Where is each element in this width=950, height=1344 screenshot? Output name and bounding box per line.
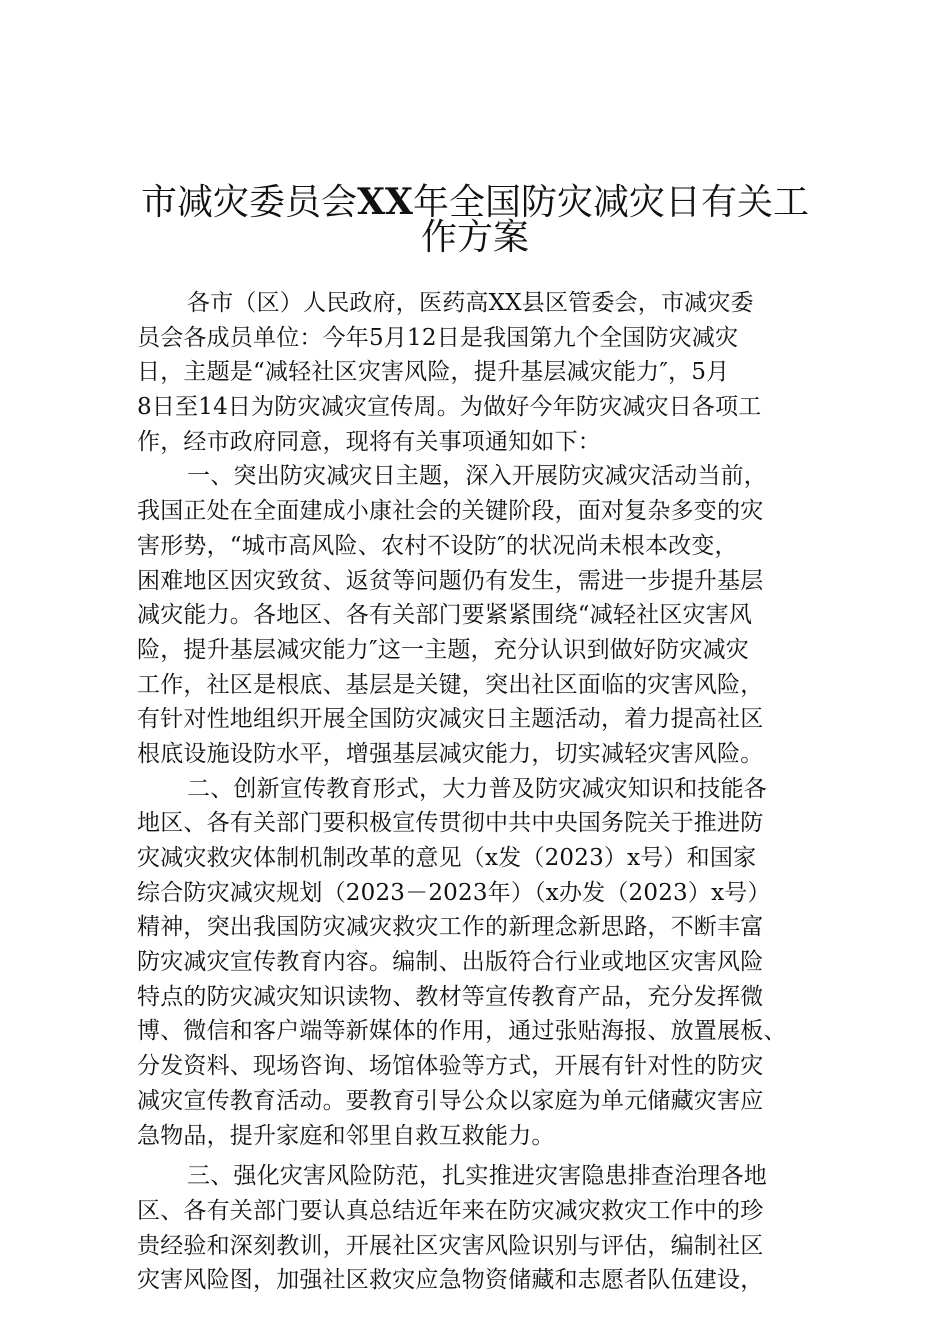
text-line: 地区、各有关部门要积极宣传贯彻中共中央国务院关于推进防 <box>137 810 764 837</box>
text-line: 各市（区）人民政府，医药高XX县区管委会，市减灾委 <box>187 290 754 316</box>
text-line: 灾减灾救灾体制机制改革的意见（x发（2023）x号）和国家 <box>137 845 757 871</box>
text-line: 特点的防灾减灾知识读物、教材等宣传教育产品，充分发挥微 <box>137 983 764 1010</box>
text-line: 工作，社区是根底、基层是关键，突出社区面临的灾害风险， <box>137 671 764 698</box>
text-line: 日，主题是“减轻社区灾害风险，提升基层减灾能力″，5月 <box>137 359 730 386</box>
text-line: 二、创新宣传教育形式，大力普及防灾减灾知识和技能各 <box>187 775 767 802</box>
paragraph-section-3 <box>137 1159 827 1298</box>
text-line: 综合防灾减灾规划（2023－2023年）（x办发（2023）x号） <box>137 879 771 906</box>
title-suffix: 年全国防灾减灾日有关工 <box>412 182 809 223</box>
text-line: 三、强化灾害风险防范，扎实推进灾害隐患排查治理各地 <box>187 1163 767 1190</box>
title-prefix: 市减灾委员会 <box>141 182 358 223</box>
text-line: 灾害风险图，加强社区救灾应急物资储藏和志愿者队伍建设， <box>137 1267 764 1294</box>
title-bold-xx: XX <box>357 181 413 223</box>
document-title-line-2: 作方案 <box>420 217 529 258</box>
text-line: 一、突出防灾减灾日主题，深入开展防灾减灾活动当前， <box>187 463 767 490</box>
text-line: 害形势，“城市高风险、农村不设防″的状况尚未根本改变， <box>137 532 738 559</box>
text-line: 减灾能力。各地区、各有关部门要紧紧围绕“减轻社区灾害风 <box>137 602 753 629</box>
paragraph-section-2 <box>137 772 827 1154</box>
document-body <box>137 286 827 1298</box>
text-line: 困难地区因灾致贫、返贫等问题仍有发生，需进一步提升基层 <box>137 567 764 594</box>
paragraph-section-1 <box>137 459 827 771</box>
text-line: 贵经验和深刻教训，开展社区灾害风险识别与评估，编制社区 <box>137 1232 764 1259</box>
paragraph-intro <box>137 286 827 459</box>
text-line: 区、各有关部门要认真总结近年来在防灾减灾救灾工作中的珍 <box>137 1197 764 1224</box>
text-line: 博、微信和客户端等新媒体的作用，通过张贴海报、放置展板、 <box>137 1018 787 1045</box>
text-line: 急物品，提升家庭和邻里自救互救能力。 <box>137 1122 555 1149</box>
text-line: 精神，突出我国防灾减灾救灾工作的新理念新思路，不断丰富 <box>137 914 764 941</box>
text-line: 根底设施设防水平，增强基层减灾能力，切实减轻灾害风险。 <box>137 740 764 767</box>
text-line: 8日至14日为防灾减灾宣传周。为做好今年防灾减灾日各项工 <box>137 394 762 421</box>
text-line: 减灾宣传教育活动。要教育引导公众以家庭为单元储藏灾害应 <box>137 1087 764 1114</box>
text-line: 分发资料、现场咨询、场馆体验等方式，开展有针对性的防灾 <box>137 1053 764 1080</box>
text-line: 有针对性地组织开展全国防灾减灾日主题活动，着力提高社区 <box>137 706 764 733</box>
text-line: 险，提升基层减灾能力″这一主题，充分认识到做好防灾减灾 <box>137 636 749 663</box>
text-line: 我国正处在全面建成小康社会的关键阶段，面对复杂多变的灾 <box>137 498 764 525</box>
text-line: 作，经市政府同意，现将有关事项通知如下： <box>137 428 601 455</box>
text-line: 员会各成员单位：今年5月12日是我国第九个全国防灾减灾 <box>137 324 739 351</box>
text-line: 防灾减灾宣传教育内容。编制、出版符合行业或地区灾害风险 <box>137 949 764 976</box>
